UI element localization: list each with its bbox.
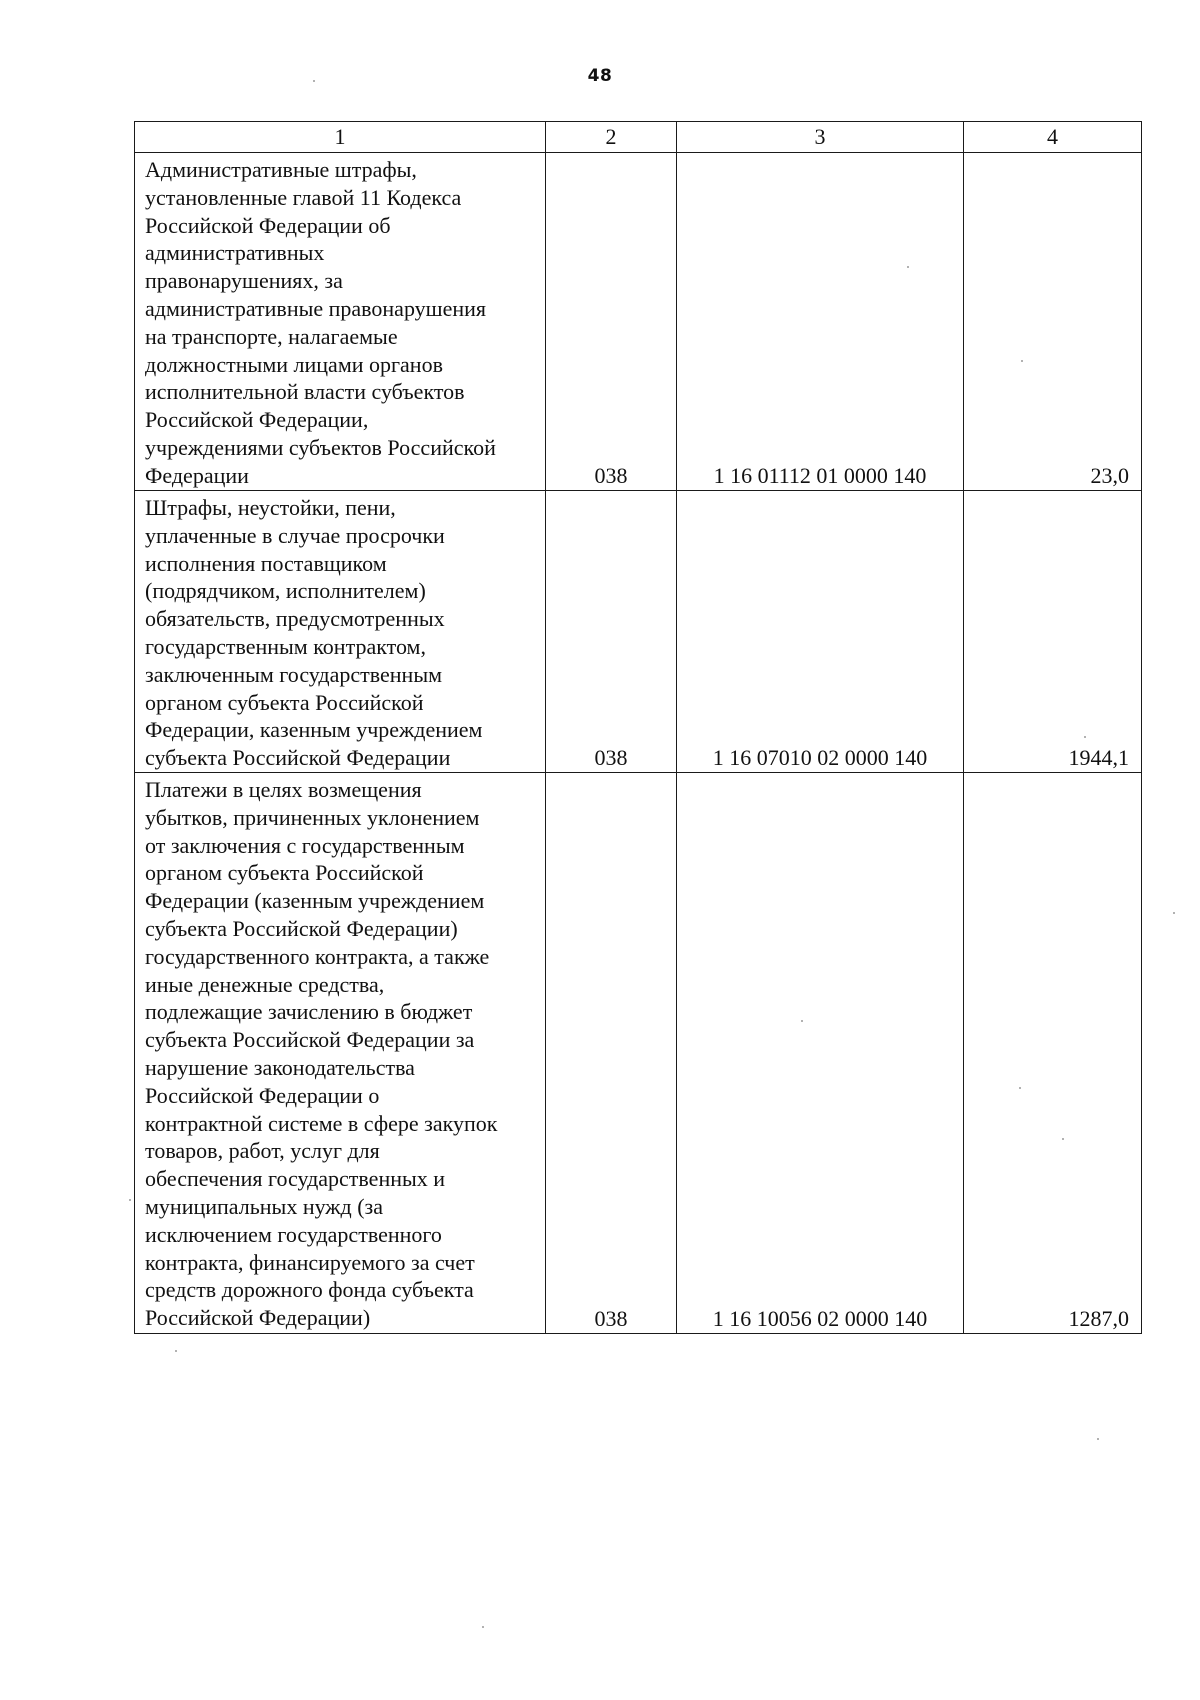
column-header: 2 [546,122,677,153]
kbk-code-cell: 1 16 01112 01 0000 140 [677,153,964,491]
scan-speck [1062,1138,1064,1140]
description-text: Штрафы, неустойки, пени, уплаченные в случае просрочки исполнения поставщиком (подрядчиком, исполнителем) обязательств, предусмотренных государственным контрактом, заключенным государственным органом субъекта Российской Федерации, казенным учреждением субъекта Российской Федерации [145,495,483,771]
amount-cell: 1287,0 [964,773,1142,1334]
description-cell [135,153,546,491]
column-header: 4 [964,122,1142,153]
scan-speck [1173,912,1175,914]
admin-code-cell: 038 [546,773,677,1334]
amount-cell: 1944,1 [964,491,1142,773]
table-header-row [135,122,1142,153]
table-row [135,773,1142,1334]
admin-code-cell: 038 [546,491,677,773]
description-text: Административные штрафы, установленные главой 11 Кодекса Российской Федерации об административных правонарушениях, за административные правонарушения на транспорте, налагаемые должностными лицами органов исполнительной власти субъектов Российской Федерации, учреждениями субъектов Российской Федерации [145,157,496,488]
scan-speck [1019,1087,1021,1089]
revenue-table [134,121,1142,1334]
description-cell [135,491,546,773]
table-row [135,153,1142,491]
description-cell [135,773,546,1334]
scan-speck [482,1626,484,1628]
kbk-code-cell: 1 16 07010 02 0000 140 [677,491,964,773]
description-text: Платежи в целях возмещения убытков, причиненных уклонением от заключения с государственным органом субъекта Российской Федерации (казенным учреждением субъекта Российской Федерации) государственного контракта, а также иные денежные средства, подлежащие зачислению в бюджет субъекта Российской Федерации за нарушение законодательства Российской Федерации о контрактной системе в сфере закупок товаров, работ, услуг для обеспечения государственных и муниципальных нужд (за исключением государственного контракта, финансируемого за счет средств дорожного фонда субъекта Российской Федерации) [145,777,498,1331]
scan-speck [1021,360,1023,362]
table-row [135,491,1142,773]
kbk-code-cell: 1 16 10056 02 0000 140 [677,773,964,1334]
scan-speck [129,1199,131,1201]
scan-speck [1097,1438,1099,1440]
amount-cell: 23,0 [964,153,1142,491]
scan-speck [907,266,909,268]
scan-speck [801,1020,803,1022]
scan-speck [313,80,315,82]
scan-speck [1084,736,1086,738]
page-number: 48 [587,66,613,86]
column-header: 1 [135,122,546,153]
admin-code-cell: 038 [546,153,677,491]
column-header: 3 [677,122,964,153]
scan-speck [175,1350,177,1352]
